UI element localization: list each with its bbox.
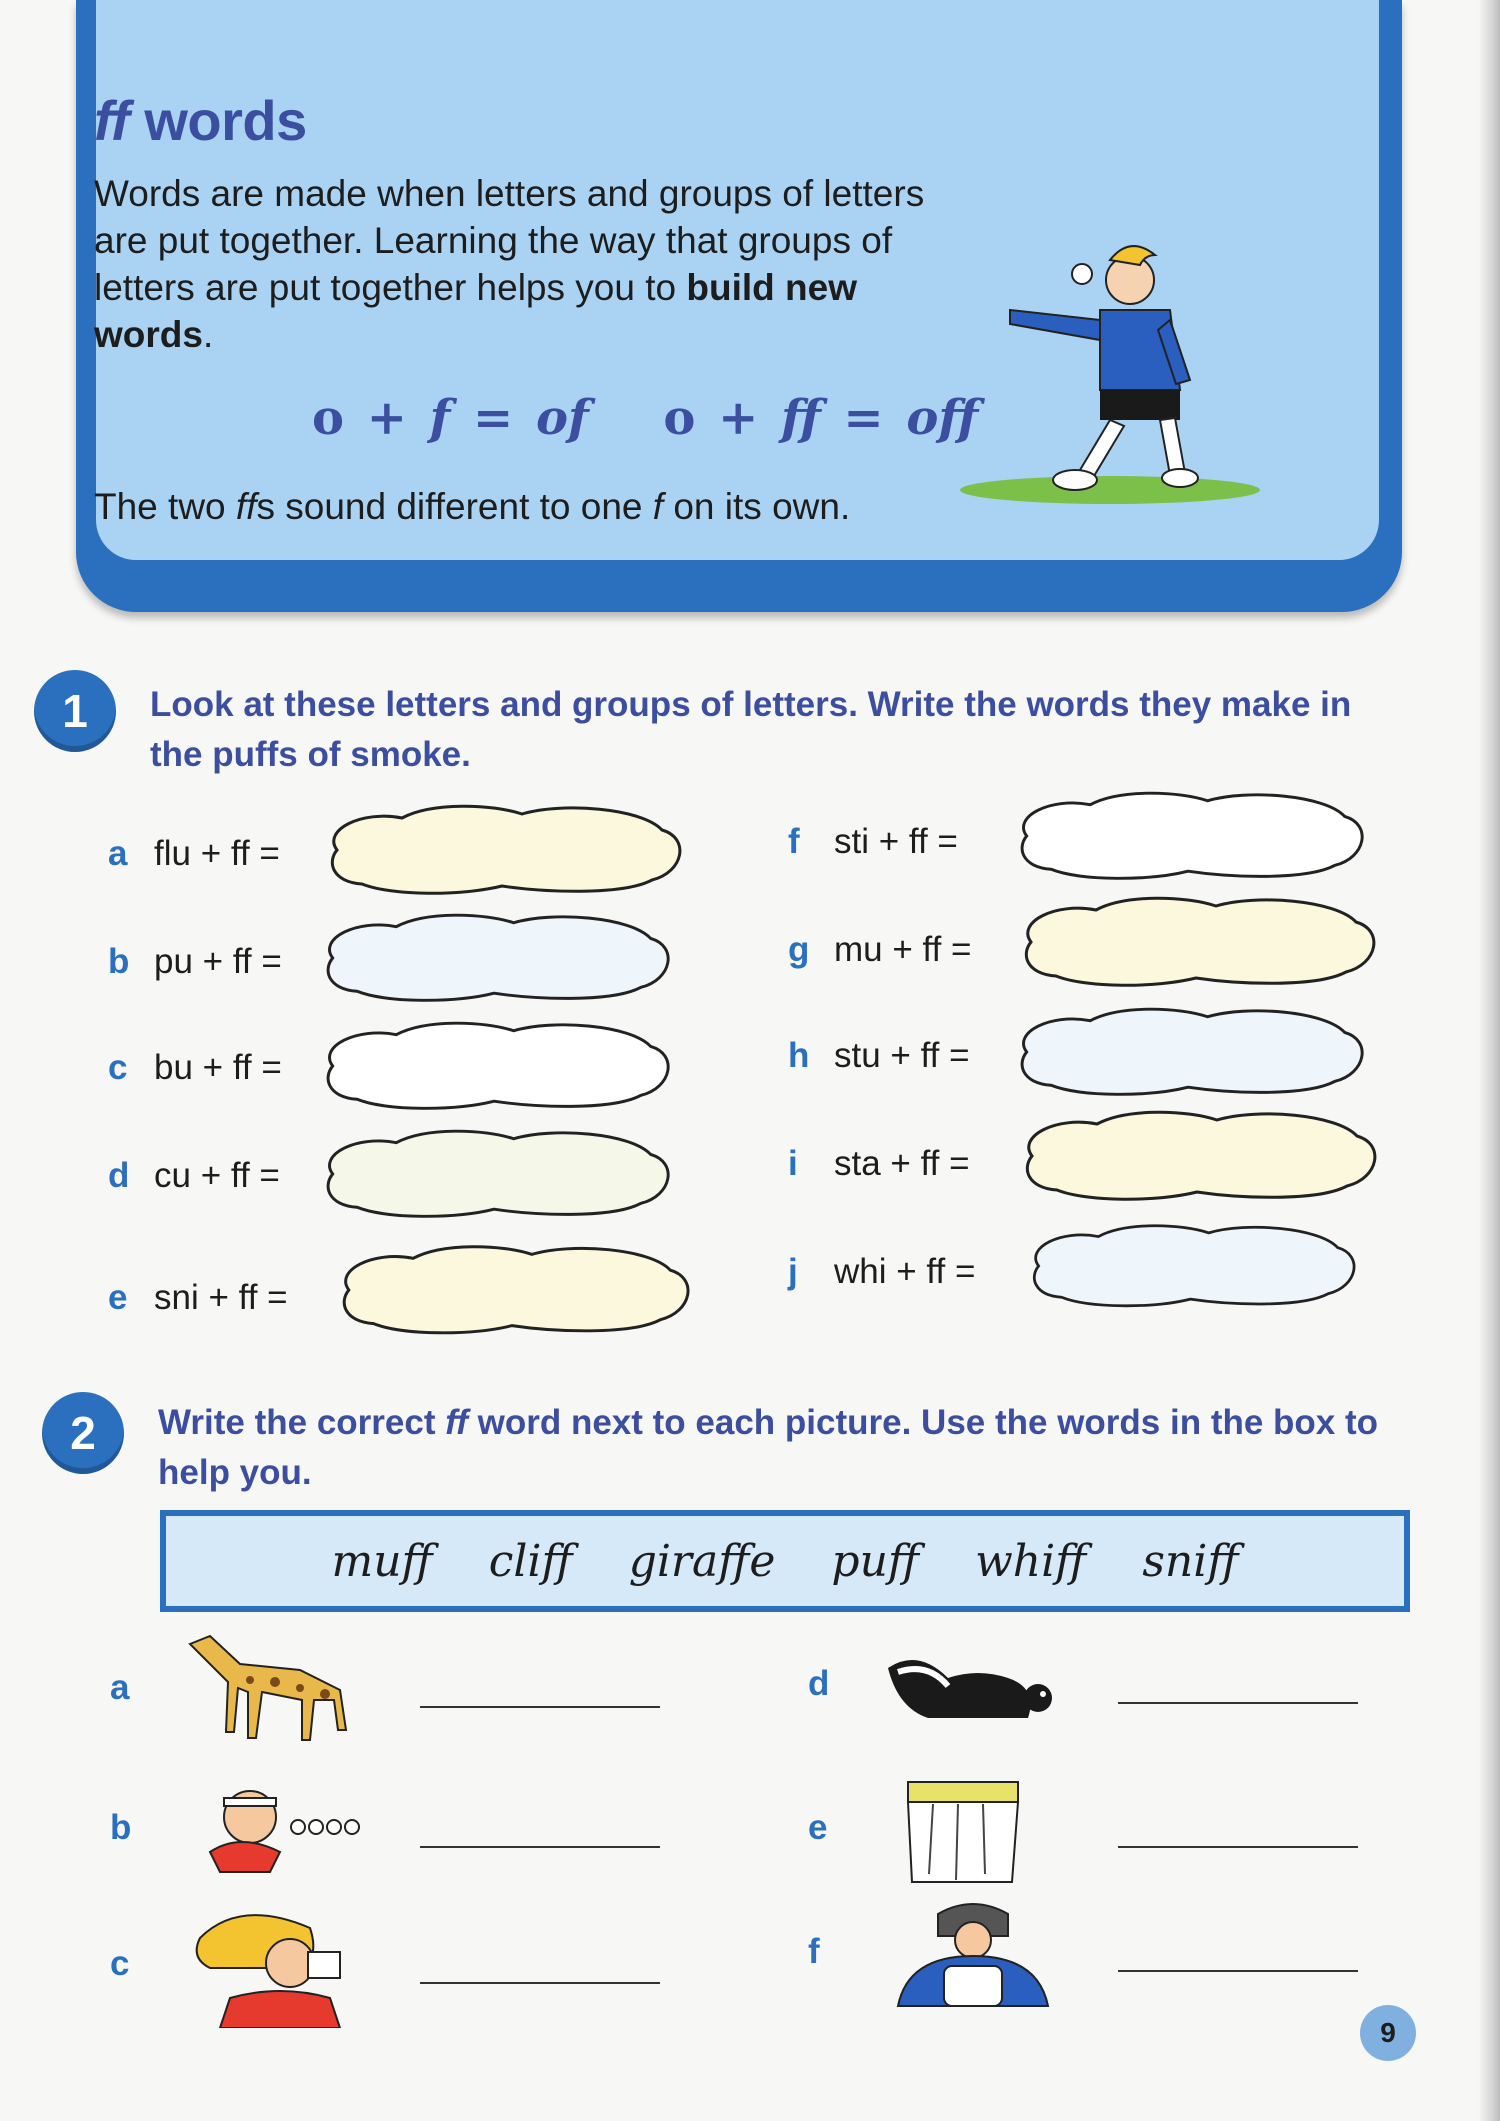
picture-row-f — [808, 1896, 1368, 2016]
exercise-row-g — [788, 910, 972, 990]
puff-answer-j[interactable] — [1014, 1220, 1376, 1312]
eq-result: of — [535, 390, 589, 446]
intro-text-part: Words are made when letters and groups of letters are put together. Learning the way that groups of letters are put together helps you to — [94, 173, 925, 308]
item-letter: j — [788, 1252, 798, 1291]
q2-text-part: word next to each picture. Use the words in the box to help you. — [158, 1403, 1379, 1492]
answer-line-f[interactable] — [1118, 1970, 1358, 1972]
exercise-row-j — [788, 1232, 975, 1312]
runner-puffing-picture — [180, 1772, 370, 1892]
word-bank-item: muff — [331, 1535, 433, 1587]
eq-term: o — [312, 390, 345, 446]
equation-2: o + ff = off — [663, 390, 979, 446]
cliff-picture — [878, 1772, 1068, 1892]
answer-line-d[interactable] — [1118, 1702, 1358, 1704]
item-letter: i — [788, 1144, 798, 1183]
eq-term: f — [429, 390, 451, 446]
puff-answer-a[interactable] — [322, 800, 692, 900]
girl-sniffing-picture — [180, 1908, 370, 2028]
item-letter: b — [108, 942, 130, 981]
puff-answer-i[interactable] — [1012, 1106, 1392, 1206]
q2-text-italic: ff — [445, 1403, 468, 1442]
item-prompt: pu + ff = — [154, 942, 282, 981]
item-letter: h — [788, 1036, 810, 1075]
note-part: on its own. — [663, 486, 851, 527]
item-prompt: flu + ff = — [154, 834, 280, 873]
answer-line-a[interactable] — [420, 1706, 660, 1708]
exercise-row-d — [108, 1136, 280, 1216]
intro-paragraph — [94, 170, 974, 358]
puff-answer-f[interactable] — [1012, 786, 1374, 886]
item-letter: c — [110, 1944, 130, 1983]
word-bank-item: puff — [831, 1535, 920, 1587]
picture-row-b — [110, 1772, 670, 1892]
title-rest: words — [129, 89, 307, 152]
item-letter: g — [788, 930, 810, 969]
puff-answer-d[interactable] — [318, 1124, 680, 1224]
item-prompt: cu + ff = — [154, 1156, 280, 1195]
question-2-instruction — [158, 1398, 1408, 1498]
puff-answer-b[interactable] — [318, 908, 680, 1008]
note-italic: ff — [235, 486, 257, 527]
item-prompt: mu + ff = — [834, 930, 972, 969]
word-bank-item: cliff — [488, 1535, 573, 1587]
word-bank-item: whiff — [975, 1535, 1087, 1587]
note-italic: f — [652, 486, 664, 527]
intro-note — [94, 486, 850, 528]
item-prompt: sti + ff = — [834, 822, 958, 861]
eq-result: off — [906, 390, 979, 446]
picture-row-e — [808, 1772, 1368, 1892]
word-bank — [160, 1510, 1410, 1612]
item-letter: f — [808, 1932, 820, 1971]
item-letter: d — [108, 1156, 130, 1195]
puff-answer-c[interactable] — [318, 1016, 680, 1116]
picture-row-d — [808, 1628, 1368, 1748]
exercise-row-e — [108, 1258, 288, 1338]
intro-text-end: . — [202, 314, 214, 355]
puff-answer-e[interactable] — [334, 1240, 700, 1340]
note-part: s sound different to one — [256, 486, 653, 527]
item-prompt: sni + ff = — [154, 1278, 288, 1317]
item-prompt: sta + ff = — [834, 1144, 970, 1183]
puff-answer-g[interactable] — [1012, 892, 1390, 992]
giraffe-picture — [180, 1632, 370, 1752]
word-bank-item: sniff — [1142, 1535, 1239, 1587]
question-1-badge: 1 — [34, 670, 116, 752]
item-letter: c — [108, 1048, 128, 1087]
answer-line-c[interactable] — [420, 1982, 660, 1984]
eq-term: o — [663, 390, 696, 446]
word-bank-item: giraffe — [628, 1535, 776, 1587]
page-number: 9 — [1360, 2005, 1416, 2061]
item-letter: f — [788, 822, 800, 861]
item-prompt: whi + ff = — [834, 1252, 976, 1291]
note-part: The two — [94, 486, 236, 527]
exercise-row-b — [108, 922, 282, 1002]
q2-text-part: Write the correct — [158, 1403, 446, 1442]
item-letter: a — [108, 834, 128, 873]
exercise-row-i — [788, 1124, 970, 1204]
intro-text-bold: build new words — [94, 267, 857, 355]
item-letter: b — [110, 1808, 132, 1847]
muff-picture — [878, 1896, 1068, 2016]
picture-row-a — [110, 1632, 670, 1752]
item-letter: d — [808, 1664, 830, 1703]
item-letter: e — [108, 1278, 128, 1317]
exercise-row-c — [108, 1028, 282, 1108]
exercise-row-f — [788, 802, 958, 882]
item-letter: e — [808, 1808, 828, 1847]
page-edge — [1478, 0, 1500, 2121]
equation-1: o + f = of — [312, 390, 589, 446]
item-letter: a — [110, 1668, 130, 1707]
skunk-picture — [878, 1628, 1068, 1748]
eq-term: ff — [781, 390, 821, 446]
answer-line-e[interactable] — [1118, 1846, 1358, 1848]
item-prompt: stu + ff = — [834, 1036, 970, 1075]
question-1-instruction: Look at these letters and groups of letters. Write the words they make in the puffs of smoke. — [150, 685, 1352, 774]
item-prompt: bu + ff = — [154, 1048, 282, 1087]
exercise-row-h — [788, 1016, 970, 1096]
puff-answer-h[interactable] — [1012, 1002, 1374, 1102]
page-title — [94, 88, 307, 153]
exercise-row-a — [108, 814, 280, 894]
equations — [300, 390, 990, 446]
picture-row-c — [110, 1908, 670, 2028]
answer-line-b[interactable] — [420, 1846, 660, 1848]
referee-illustration — [960, 240, 1290, 520]
title-italic: ff — [94, 89, 130, 152]
question-2-badge: 2 — [42, 1392, 124, 1474]
